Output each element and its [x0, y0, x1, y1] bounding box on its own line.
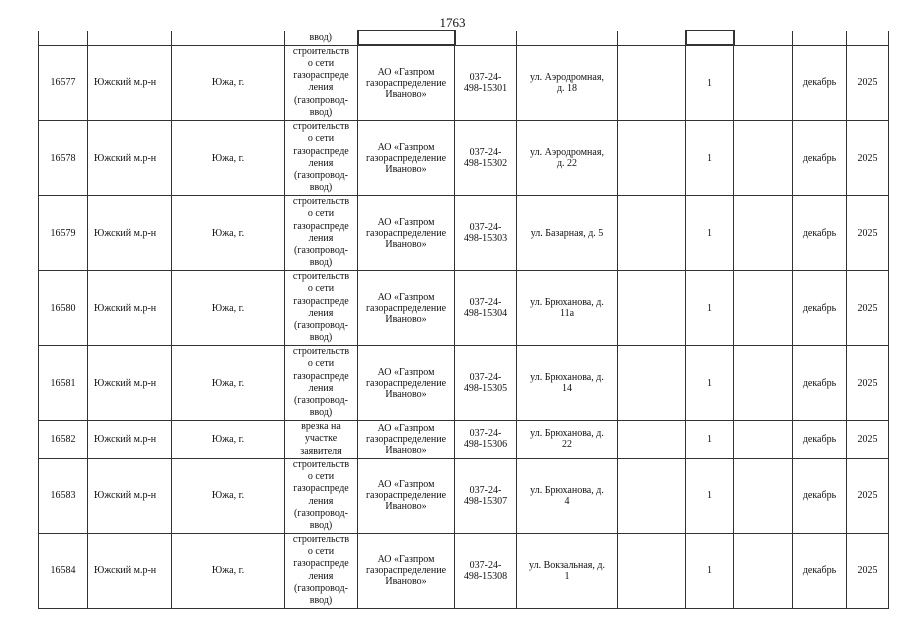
- organization-cell-line: газораспределение: [365, 433, 447, 445]
- work-type-cell-line: ввод): [309, 182, 333, 194]
- table-row: [39, 196, 889, 271]
- district-cell: Южский м.р-н: [88, 196, 172, 271]
- organization-cell-line: газораспределение: [365, 490, 447, 502]
- address-cell-line: 22: [562, 439, 572, 451]
- application-code-cell-line: 037-24-: [469, 297, 502, 308]
- organization-cell: [358, 196, 455, 271]
- application-code-cell-line: 037-24-: [469, 71, 502, 83]
- address-cell-line: 4: [564, 495, 570, 507]
- organization-cell-line: Иваново»: [385, 163, 427, 175]
- address-cell: [517, 458, 618, 533]
- organization-cell-line: Иваново»: [385, 501, 427, 513]
- address-cell-line: ул. Аэродромная,: [530, 71, 604, 83]
- address-cell-line: ул. Аэродромная,: [530, 147, 604, 158]
- month-cell: декабрь: [793, 421, 847, 459]
- organization-cell-line: газораспределение: [365, 377, 447, 389]
- work-type-cell-line: ления: [308, 307, 334, 319]
- work-tail-cell: ввод): [285, 31, 358, 46]
- work-type-cell: [285, 346, 358, 421]
- quantity-cell: 1: [686, 458, 734, 533]
- address-cell: [517, 421, 618, 459]
- year-cell: 2025: [847, 196, 889, 271]
- work-type-cell-line: ления: [308, 382, 334, 394]
- work-type-cell-line: ления: [308, 82, 334, 94]
- work-type-cell-line: строительств: [292, 533, 350, 545]
- settlement-cell: Южа, г.: [172, 196, 285, 271]
- quantity-cell: 1: [686, 45, 734, 121]
- work-type-cell-line: (газопровод-: [294, 508, 348, 520]
- work-type-cell-line: (газопровод-: [294, 170, 348, 182]
- year-cell: 2025: [847, 421, 889, 459]
- empty-cell: [734, 346, 793, 421]
- work-type-cell: [285, 533, 358, 608]
- work-type-cell-line: о сети: [307, 57, 335, 69]
- empty-cell: [734, 196, 793, 271]
- work-type-cell-line: (газопровод-: [294, 583, 348, 595]
- work-type-cell-line: газораспреде: [293, 220, 349, 232]
- continuation-row: [39, 31, 889, 46]
- organization-cell: [358, 458, 455, 533]
- row-number: 16577: [39, 45, 88, 121]
- address-cell-line: ул. Вокзальная, д.: [529, 559, 605, 571]
- organization-cell-line: газораспределение: [365, 302, 447, 314]
- empty-cell: [618, 533, 686, 608]
- address-cell: [517, 533, 618, 608]
- organization-cell-line: АО «Газпром: [377, 366, 435, 378]
- row-number: 16583: [39, 458, 88, 533]
- empty-cell: [734, 45, 793, 121]
- work-type-cell: [285, 458, 358, 533]
- row-number: 16584: [39, 533, 88, 608]
- work-type-cell: [285, 271, 358, 346]
- table-row: [39, 271, 889, 346]
- month-cell: декабрь: [793, 346, 847, 421]
- work-type-cell-line: газораспреде: [293, 483, 349, 495]
- application-code-cell-line: 037-24-: [469, 559, 502, 571]
- work-type-cell-line: (газопровод-: [294, 94, 348, 106]
- empty-cell: [734, 458, 793, 533]
- application-code-cell: [455, 421, 517, 459]
- application-code-cell-line: 037-24-: [469, 484, 502, 496]
- address-cell-line: ул. Базарная, д. 5: [530, 227, 604, 239]
- work-type-cell-line: газораспреде: [293, 370, 349, 382]
- address-cell-line: ул. Брюханова, д.: [530, 428, 604, 440]
- table-row: [39, 45, 889, 121]
- settlement-cell: Южа, г.: [172, 421, 285, 459]
- organization-cell: [358, 121, 455, 196]
- address-cell-line: 1: [564, 570, 570, 582]
- organization-cell-line: Иваново»: [385, 576, 427, 588]
- organization-cell-line: АО «Газпром: [377, 554, 435, 566]
- application-code-cell-line: 037-24-: [469, 147, 502, 158]
- table-row: [39, 458, 889, 533]
- work-type-cell: [285, 121, 358, 196]
- organization-cell-line: газораспределение: [365, 565, 447, 577]
- organization-cell-line: АО «Газпром: [377, 216, 435, 228]
- address-cell: [517, 121, 618, 196]
- address-cell-line: д. 22: [556, 158, 578, 169]
- empty-cell: [618, 421, 686, 459]
- settlement-cell: Южа, г.: [172, 271, 285, 346]
- settlement-cell: Южа, г.: [172, 346, 285, 421]
- work-type-cell-line: строительств: [292, 196, 350, 207]
- quantity-cell: 1: [686, 533, 734, 608]
- work-type-cell-line: строительств: [292, 121, 350, 132]
- organization-cell: [358, 533, 455, 608]
- work-type-cell-line: участке: [304, 433, 338, 445]
- work-type-cell-line: ввод): [309, 520, 333, 532]
- empty-cell: [734, 121, 793, 196]
- address-cell: [517, 45, 618, 121]
- work-type-cell-line: газораспреде: [293, 70, 349, 82]
- address-cell-line: ул. Брюханова, д.: [530, 297, 604, 308]
- work-type-cell-line: ввод): [309, 332, 333, 344]
- settlement-cell: Южа, г.: [172, 533, 285, 608]
- address-cell-line: 14: [562, 383, 572, 394]
- work-type-cell-line: о сети: [307, 133, 335, 145]
- work-type-cell-line: ввод): [309, 407, 333, 419]
- row-number: 16579: [39, 196, 88, 271]
- organization-cell-line: газораспределение: [365, 77, 447, 89]
- month-cell: декабрь: [793, 271, 847, 346]
- month-cell: декабрь: [793, 458, 847, 533]
- empty-cell: [618, 121, 686, 196]
- work-type-cell: [285, 196, 358, 271]
- work-type-cell-line: ввод): [309, 257, 333, 269]
- gas-connection-table: [38, 30, 889, 609]
- address-cell-line: ул. Брюханова, д.: [530, 484, 604, 496]
- table-row: [39, 346, 889, 421]
- year-cell: 2025: [847, 271, 889, 346]
- organization-cell-line: АО «Газпром: [377, 422, 435, 434]
- address-cell: [517, 271, 618, 346]
- application-code-cell-line: 498-15301: [463, 82, 508, 94]
- application-code-cell: [455, 121, 517, 196]
- work-type-cell-line: газораспреде: [293, 145, 349, 157]
- district-cell: Южский м.р-н: [88, 121, 172, 196]
- application-code-cell: [455, 533, 517, 608]
- empty-cell: [734, 271, 793, 346]
- empty-cell: [618, 196, 686, 271]
- work-type-cell-line: ввод): [309, 106, 333, 118]
- empty-cell: [734, 533, 793, 608]
- work-type-cell-line: (газопровод-: [294, 320, 348, 332]
- work-type-cell-line: о сети: [307, 208, 335, 220]
- year-cell: 2025: [847, 121, 889, 196]
- month-cell: декабрь: [793, 533, 847, 608]
- work-type-cell: [285, 421, 358, 459]
- application-code-cell-line: 498-15306: [463, 439, 508, 451]
- work-type-cell-line: ления: [308, 570, 334, 582]
- address-cell-line: д. 18: [556, 82, 578, 94]
- district-cell: Южский м.р-н: [88, 271, 172, 346]
- work-type-cell-line: заявителя: [300, 445, 342, 457]
- organization-cell-line: газораспределение: [365, 152, 447, 164]
- work-type-cell-line: газораспреде: [293, 295, 349, 307]
- work-type-cell-line: газораспреде: [293, 558, 349, 570]
- organization-cell-line: газораспределение: [365, 227, 447, 239]
- work-type-cell-line: о сети: [307, 471, 335, 483]
- address-cell-line: 11а: [559, 308, 575, 319]
- district-cell: Южский м.р-н: [88, 346, 172, 421]
- quantity-cell: 1: [686, 421, 734, 459]
- row-number: 16580: [39, 271, 88, 346]
- application-code-cell-line: 498-15308: [463, 570, 508, 582]
- organization-cell-line: Иваново»: [385, 313, 427, 325]
- row-number: 16581: [39, 346, 88, 421]
- work-type-cell-line: о сети: [307, 358, 335, 370]
- work-type-cell-line: о сети: [307, 283, 335, 295]
- work-type-cell-line: ления: [308, 157, 334, 169]
- address-cell-line: ул. Брюханова, д.: [530, 372, 604, 383]
- application-code-cell: [455, 45, 517, 121]
- year-cell: 2025: [847, 458, 889, 533]
- empty-cell: [734, 421, 793, 459]
- work-type-cell-line: строительств: [292, 346, 350, 357]
- organization-cell-line: Иваново»: [385, 444, 427, 456]
- organization-cell: [358, 421, 455, 459]
- application-code-cell: [455, 346, 517, 421]
- work-type-cell-line: (газопровод-: [294, 245, 348, 257]
- organization-cell: [358, 45, 455, 121]
- year-cell: 2025: [847, 533, 889, 608]
- quantity-cell: 1: [686, 196, 734, 271]
- district-cell: Южский м.р-н: [88, 458, 172, 533]
- district-cell: Южский м.р-н: [88, 533, 172, 608]
- organization-cell-line: АО «Газпром: [377, 291, 435, 303]
- application-code-cell: [455, 196, 517, 271]
- district-cell: Южский м.р-н: [88, 421, 172, 459]
- organization-cell-line: АО «Газпром: [377, 66, 435, 78]
- application-code-cell-line: 037-24-: [469, 428, 502, 440]
- work-type-cell-line: ления: [308, 495, 334, 507]
- work-type-cell-line: (газопровод-: [294, 395, 348, 407]
- organization-cell: [358, 271, 455, 346]
- work-type-cell-line: о сети: [307, 546, 335, 558]
- organization-cell-line: Иваново»: [385, 88, 427, 100]
- application-code-cell-line: 498-15302: [463, 158, 508, 169]
- month-cell: декабрь: [793, 45, 847, 121]
- application-code-cell-line: 498-15304: [463, 308, 508, 319]
- quantity-cell: 1: [686, 271, 734, 346]
- settlement-cell: Южа, г.: [172, 45, 285, 121]
- table-row: [39, 121, 889, 196]
- organization-cell-line: АО «Газпром: [377, 141, 435, 153]
- settlement-cell: Южа, г.: [172, 458, 285, 533]
- empty-cell: [618, 346, 686, 421]
- work-type-cell-line: строительств: [292, 458, 350, 470]
- empty-cell: [618, 45, 686, 121]
- application-code-cell-line: 498-15303: [463, 233, 508, 244]
- row-number: 16582: [39, 421, 88, 459]
- organization-cell: [358, 346, 455, 421]
- month-cell: декабрь: [793, 196, 847, 271]
- district-cell: Южский м.р-н: [88, 45, 172, 121]
- page-number: 1763: [439, 15, 466, 30]
- table-row: [39, 533, 889, 608]
- settlement-cell: Южа, г.: [172, 121, 285, 196]
- table-row: [39, 421, 889, 459]
- application-code-cell: [455, 271, 517, 346]
- address-cell: [517, 196, 618, 271]
- quantity-cell: 1: [686, 121, 734, 196]
- empty-cell: [618, 458, 686, 533]
- month-cell: декабрь: [793, 121, 847, 196]
- empty-cell: [618, 271, 686, 346]
- application-code-cell-line: 498-15307: [463, 495, 508, 507]
- year-cell: 2025: [847, 346, 889, 421]
- row-number: 16578: [39, 121, 88, 196]
- work-type-cell-line: строительств: [292, 271, 350, 282]
- application-code-cell-line: 037-24-: [469, 372, 502, 383]
- organization-cell-line: АО «Газпром: [377, 479, 435, 491]
- work-type-cell: [285, 45, 358, 121]
- address-cell: [517, 346, 618, 421]
- year-cell: 2025: [847, 45, 889, 121]
- application-code-cell-line: 498-15305: [463, 383, 508, 394]
- organization-cell-line: Иваново»: [385, 388, 427, 400]
- work-type-cell-line: строительств: [292, 45, 350, 57]
- work-type-cell-line: врезка на: [301, 421, 341, 432]
- quantity-cell: 1: [686, 346, 734, 421]
- work-type-cell-line: ления: [308, 232, 334, 244]
- work-type-cell-line: ввод): [309, 595, 333, 607]
- organization-cell-line: Иваново»: [385, 238, 427, 250]
- application-code-cell-line: 037-24-: [469, 222, 502, 233]
- application-code-cell: [455, 458, 517, 533]
